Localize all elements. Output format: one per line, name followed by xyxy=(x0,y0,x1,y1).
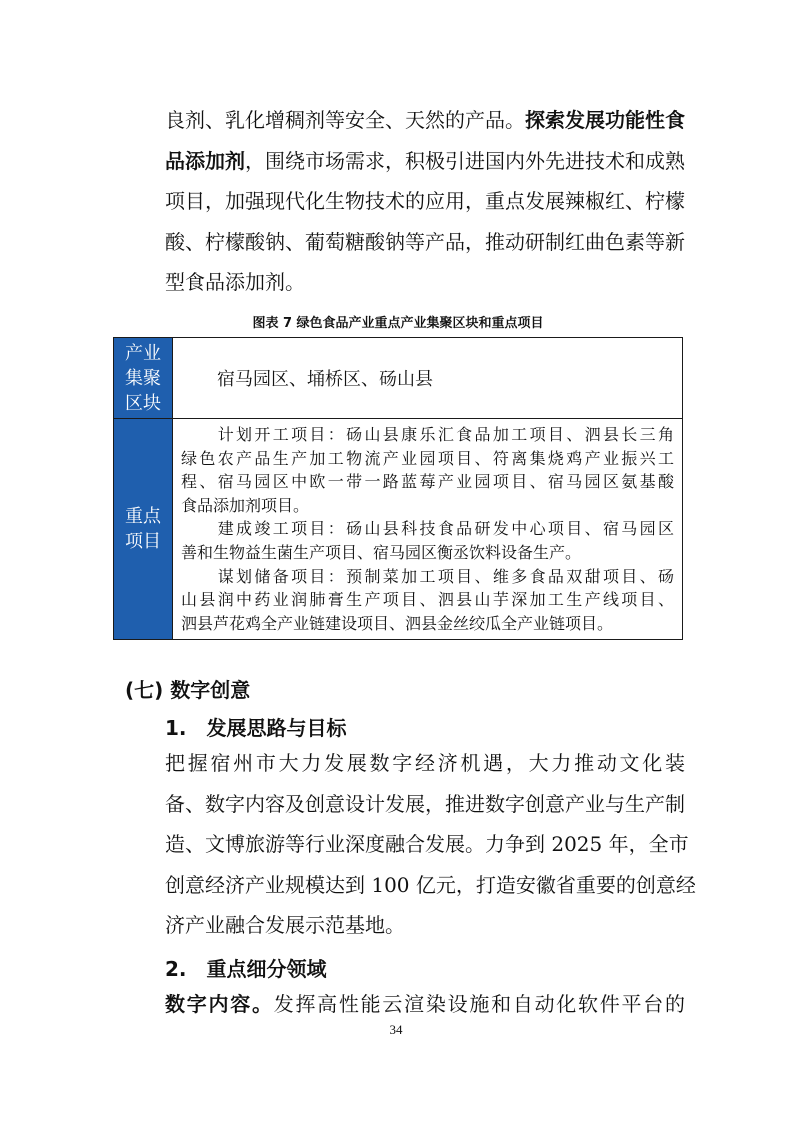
table-row-cluster xyxy=(114,338,683,419)
digital-content-paragraph: 数字内容。发挥高性能云渲染设施和自动化软件平台的 xyxy=(165,992,686,1016)
section-heading: (七) 数字创意 xyxy=(125,678,251,702)
page-number: 34 xyxy=(389,1022,403,1037)
intro-line-1: 良剂、乳化增稠剂等安全、天然的产品。探索发展功能性食 xyxy=(165,108,685,132)
body-paragraph: 把握宿州市大力发展数字经济机遇，大力推动文化装 备、数字内容及创意设计发展，推进数字创意产业与生产制 造、文博旅游等行业深度融合发展。力争到 2025 年，全市 创意经济产业规模达到 100 亿元，打造安徽省重要的创意经 济产业融合发展示范基地。 xyxy=(165,751,696,937)
cluster-header-cell: 产业 集聚 区块 xyxy=(114,338,173,419)
table-row-projects xyxy=(114,419,683,640)
projects-header-cell: 重点 项目 xyxy=(114,419,173,640)
projects-content-cell: 计划开工项目：砀山县康乐汇食品加工项目、泗县长三角 绿色农产品生产加工物流产业园项目、符离集烧鸡产业振兴工 程、宿马园区中欧一带一路蓝莓产业园项目、宿马园区氨基酸 食品添加剂项目。 建成竣工项目：砀山县科技食品研发中心项目、宿马园区 善和生物益生菌生产项目、宿马园区衡丞饮料设备生产。 谋划储备项目：预制菜加工项目、维多食品双甜项目、砀 山县润中药业润肺膏生产项目、泗县山芋深加工生产线项目、 泗县芦花鸡全产业链建设项目、泗县金丝绞瓜全产业链项目。 xyxy=(173,419,683,640)
intro-line-2: 品添加剂，围绕市场需求，积极引进国内外先进技术和成熟 xyxy=(165,148,685,173)
intro-paragraph xyxy=(165,100,685,303)
subsection-heading-1: 1. 发展思路与目标 xyxy=(165,716,347,740)
table-caption: 图表 7 绿色食品产业重点产业集聚区块和重点项目 xyxy=(252,316,544,331)
project-table xyxy=(113,337,683,640)
subsection-heading-2: 2. 重点细分领域 xyxy=(165,957,327,981)
cluster-content-cell: 宿马园区、埇桥区、砀山县 xyxy=(173,338,683,419)
intro-line-3: 项目，加强现代化生物技术的应用，重点发展辣椒红、柠檬 xyxy=(165,189,685,213)
intro-line-4: 酸、柠檬酸钠、葡萄糖酸钠等产品，推动研制红曲色素等新 xyxy=(165,229,685,254)
intro-line-5: 型食品添加剂。 xyxy=(165,270,305,294)
